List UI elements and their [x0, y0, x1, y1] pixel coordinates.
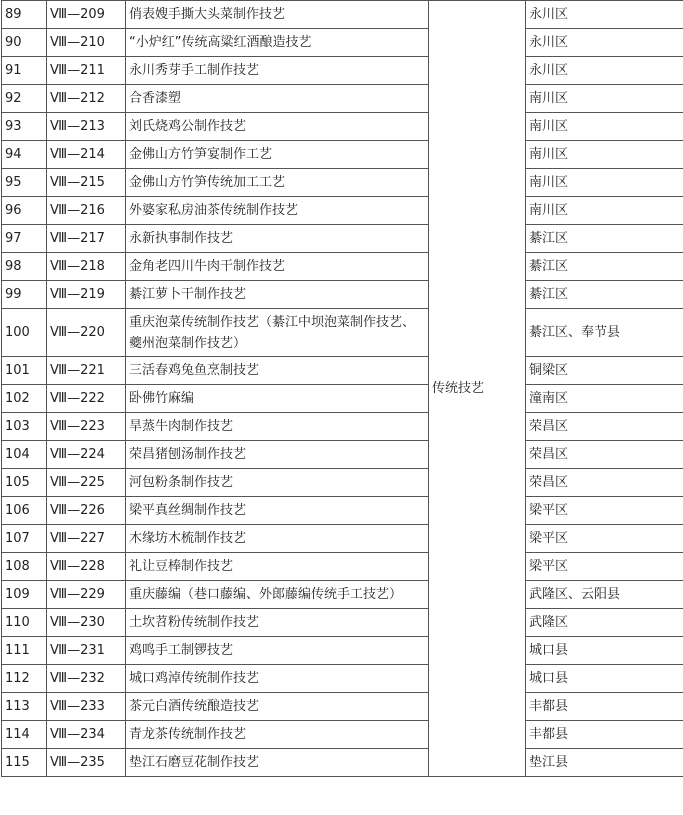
table-row: [2, 225, 683, 253]
district-cell: 梁平区: [526, 497, 683, 525]
row-number-cell: 104: [2, 441, 47, 469]
district-cell: 南川区: [526, 141, 683, 169]
table-body: [2, 1, 683, 777]
district-cell: 武隆区: [526, 609, 683, 637]
project-name-cell: 垫江石磨豆花制作技艺: [126, 749, 429, 777]
project-name-cell: 旱蒸牛肉制作技艺: [126, 413, 429, 441]
project-code-cell: Ⅷ—231: [47, 637, 126, 665]
project-name-cell: 河包粉条制作技艺: [126, 469, 429, 497]
table-row: [2, 197, 683, 225]
row-number-cell: 102: [2, 385, 47, 413]
project-name-cell: 荣昌猪刨汤制作技艺: [126, 441, 429, 469]
table-row: [2, 281, 683, 309]
table-row: [2, 29, 683, 57]
district-cell: 梁平区: [526, 553, 683, 581]
project-code-cell: Ⅷ—224: [47, 441, 126, 469]
row-number-cell: 90: [2, 29, 47, 57]
row-number-cell: 114: [2, 721, 47, 749]
table-row: [2, 385, 683, 413]
row-number-cell: 97: [2, 225, 47, 253]
district-cell: 綦江区: [526, 253, 683, 281]
project-code-cell: Ⅷ—235: [47, 749, 126, 777]
table-row: [2, 113, 683, 141]
district-cell: 丰都县: [526, 721, 683, 749]
row-number-cell: 113: [2, 693, 47, 721]
project-code-cell: Ⅷ—223: [47, 413, 126, 441]
table-row: [2, 141, 683, 169]
category-cell: 传统技艺: [429, 1, 526, 777]
project-name-cell: 茶元白酒传统酿造技艺: [126, 693, 429, 721]
row-number-cell: 95: [2, 169, 47, 197]
row-number-cell: 115: [2, 749, 47, 777]
project-name-cell: 卧佛竹麻编: [126, 385, 429, 413]
project-name-cell: 俏表嫂手撕大头菜制作技艺: [126, 1, 429, 29]
district-cell: 潼南区: [526, 385, 683, 413]
row-number-cell: 91: [2, 57, 47, 85]
project-code-cell: Ⅷ—227: [47, 525, 126, 553]
row-number-cell: 92: [2, 85, 47, 113]
project-name-cell: 梁平真丝绸制作技艺: [126, 497, 429, 525]
project-name-cell: 青龙茶传统制作技艺: [126, 721, 429, 749]
project-name-cell: 重庆藤编（巷口藤编、外郎藤编传统手工技艺）: [126, 581, 429, 609]
table-row: [2, 497, 683, 525]
table-row: [2, 693, 683, 721]
row-number-cell: 96: [2, 197, 47, 225]
project-name-cell: 合香漆塑: [126, 85, 429, 113]
district-cell: 永川区: [526, 57, 683, 85]
project-name-cell: 金佛山方竹笋宴制作工艺: [126, 141, 429, 169]
row-number-cell: 110: [2, 609, 47, 637]
district-cell: 永川区: [526, 1, 683, 29]
table-row: [2, 525, 683, 553]
project-name-cell: 永川秀芽手工制作技艺: [126, 57, 429, 85]
table-row: [2, 309, 683, 357]
project-code-cell: Ⅷ—215: [47, 169, 126, 197]
project-name-cell: 綦江萝卜干制作技艺: [126, 281, 429, 309]
district-cell: 綦江区、奉节县: [526, 309, 683, 357]
table-row: [2, 1, 683, 29]
project-name-cell: 城口鸡淖传统制作技艺: [126, 665, 429, 693]
table-row: [2, 57, 683, 85]
project-code-cell: Ⅷ—213: [47, 113, 126, 141]
table-row: [2, 469, 683, 497]
table-row: [2, 581, 683, 609]
project-name-cell: 金角老四川牛肉干制作技艺: [126, 253, 429, 281]
table-row: [2, 609, 683, 637]
district-cell: 綦江区: [526, 225, 683, 253]
row-number-cell: 107: [2, 525, 47, 553]
district-cell: 丰都县: [526, 693, 683, 721]
row-number-cell: 103: [2, 413, 47, 441]
table-row: [2, 749, 683, 777]
row-number-cell: 94: [2, 141, 47, 169]
table-row: [2, 553, 683, 581]
project-code-cell: Ⅷ—234: [47, 721, 126, 749]
project-code-cell: Ⅷ—217: [47, 225, 126, 253]
project-code-cell: Ⅷ—211: [47, 57, 126, 85]
district-cell: 荣昌区: [526, 413, 683, 441]
district-cell: 南川区: [526, 169, 683, 197]
project-code-cell: Ⅷ—219: [47, 281, 126, 309]
district-cell: 永川区: [526, 29, 683, 57]
project-code-cell: Ⅷ—220: [47, 309, 126, 357]
row-number-cell: 108: [2, 553, 47, 581]
district-cell: 南川区: [526, 113, 683, 141]
project-code-cell: Ⅷ—229: [47, 581, 126, 609]
project-code-cell: Ⅷ—212: [47, 85, 126, 113]
row-number-cell: 99: [2, 281, 47, 309]
project-name-cell: 礼让豆棒制作技艺: [126, 553, 429, 581]
row-number-cell: 109: [2, 581, 47, 609]
project-code-cell: Ⅷ—228: [47, 553, 126, 581]
project-code-cell: Ⅷ—225: [47, 469, 126, 497]
row-number-cell: 100: [2, 309, 47, 357]
row-number-cell: 93: [2, 113, 47, 141]
project-name-cell: 三活春鸡兔鱼烹制技艺: [126, 357, 429, 385]
district-cell: 城口县: [526, 637, 683, 665]
row-number-cell: 101: [2, 357, 47, 385]
project-name-cell: 土坎苕粉传统制作技艺: [126, 609, 429, 637]
table-row: [2, 441, 683, 469]
project-name-cell: 外婆家私房油茶传统制作技艺: [126, 197, 429, 225]
heritage-list-table: [1, 0, 683, 777]
district-cell: 荣昌区: [526, 469, 683, 497]
row-number-cell: 106: [2, 497, 47, 525]
project-code-cell: Ⅷ—226: [47, 497, 126, 525]
district-cell: 南川区: [526, 85, 683, 113]
project-name-cell: “小炉红”传统高粱红酒酿造技艺: [126, 29, 429, 57]
table-row: [2, 665, 683, 693]
district-cell: 南川区: [526, 197, 683, 225]
table-row: [2, 85, 683, 113]
project-code-cell: Ⅷ—216: [47, 197, 126, 225]
row-number-cell: 105: [2, 469, 47, 497]
district-cell: 城口县: [526, 665, 683, 693]
row-number-cell: 111: [2, 637, 47, 665]
project-code-cell: Ⅷ—221: [47, 357, 126, 385]
district-cell: 梁平区: [526, 525, 683, 553]
table-row: [2, 253, 683, 281]
district-cell: 铜梁区: [526, 357, 683, 385]
project-code-cell: Ⅷ—230: [47, 609, 126, 637]
project-name-cell: 永新执事制作技艺: [126, 225, 429, 253]
project-code-cell: Ⅷ—233: [47, 693, 126, 721]
district-cell: 武隆区、云阳县: [526, 581, 683, 609]
project-code-cell: Ⅷ—218: [47, 253, 126, 281]
project-name-cell: 木缘坊木梳制作技艺: [126, 525, 429, 553]
project-code-cell: Ⅷ—214: [47, 141, 126, 169]
table-row: [2, 413, 683, 441]
project-code-cell: Ⅷ—222: [47, 385, 126, 413]
project-name-cell: 重庆泡菜传统制作技艺（綦江中坝泡菜制作技艺、夔州泡菜制作技艺）: [126, 309, 429, 357]
row-number-cell: 98: [2, 253, 47, 281]
project-name-cell: 刘氏烧鸡公制作技艺: [126, 113, 429, 141]
district-cell: 荣昌区: [526, 441, 683, 469]
table-row: [2, 357, 683, 385]
row-number-cell: 89: [2, 1, 47, 29]
table-row: [2, 721, 683, 749]
project-code-cell: Ⅷ—210: [47, 29, 126, 57]
district-cell: 綦江区: [526, 281, 683, 309]
project-name-cell: 鸡鸣手工制锣技艺: [126, 637, 429, 665]
table-row: [2, 637, 683, 665]
project-code-cell: Ⅷ—232: [47, 665, 126, 693]
district-cell: 垫江县: [526, 749, 683, 777]
project-name-cell: 金佛山方竹笋传统加工工艺: [126, 169, 429, 197]
table-row: [2, 169, 683, 197]
row-number-cell: 112: [2, 665, 47, 693]
project-code-cell: Ⅷ—209: [47, 1, 126, 29]
